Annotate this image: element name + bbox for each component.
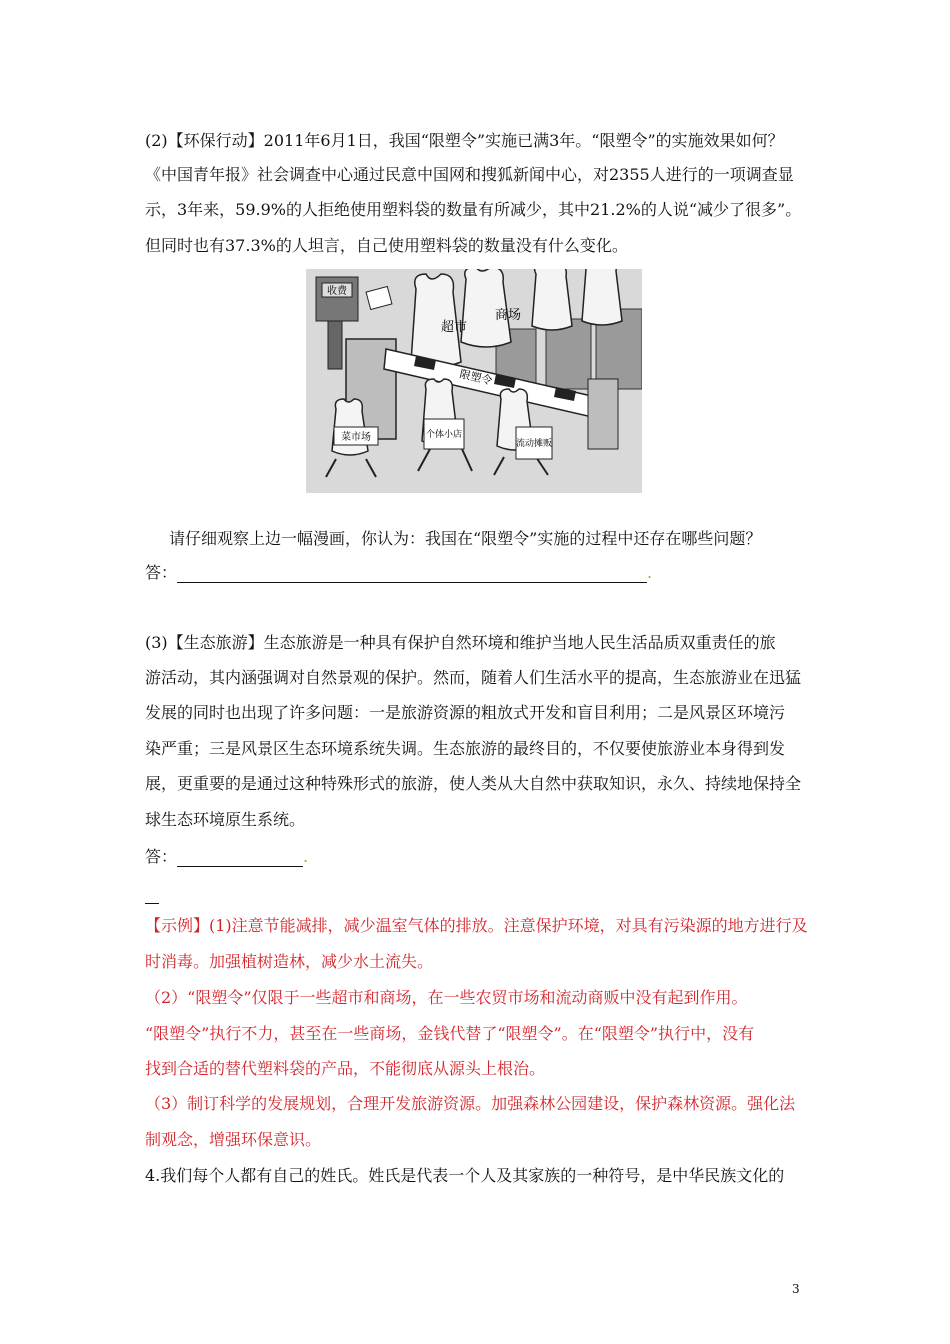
q3-line-3: 发展的同时也出现了许多问题：一是旅游资源的粗放式开发和盲目利用；二是风景区环境污 xyxy=(145,703,786,722)
q3-answer-dot: . xyxy=(303,847,309,866)
q2-line-3: 示，3年来，59.9%的人拒绝使用塑料袋的数量有所减少，其中21.2%的人说“减少了很多”。 xyxy=(145,200,802,219)
example-line-5: 找到合适的替代塑料袋的产品，不能彻底从源头上根治。 xyxy=(145,1059,546,1078)
q2-prompt: 请仔细观察上边一幅漫画，你认为：我国在“限塑令”实施的过程中还存在哪些问题？ xyxy=(169,529,762,548)
example-line-4: “限塑令”执行不力，甚至在一些商场，金钱代替了“限塑令”。在“限塑令”执行中，没有 xyxy=(145,1024,755,1043)
q4-line-1: 4.我们每个人都有自己的姓氏。姓氏是代表一个人及其家族的一种符号，是中华民族文化的 xyxy=(145,1166,785,1185)
q3-answer-blank[interactable] xyxy=(177,850,303,867)
q3-line-2: 游活动，其内涵强调对自然景观的保护。然而，随着人们生活水平的提高，生态旅游业在迅猛 xyxy=(145,668,802,687)
example-line-6: （3）制订科学的发展规划，合理开发旅游资源。加强森林公园建设，保护森林资源。强化法 xyxy=(145,1094,796,1113)
example-line-2: 时消毒。加强植树造林，减少水土流失。 xyxy=(145,952,434,971)
cartoon-label-vendor: 流动摊贩 xyxy=(515,439,553,449)
example-line-3: （2）“限塑令”仅限于一些超市和商场，在一些农贸市场和流动商贩中没有起到作用。 xyxy=(145,988,748,1007)
q2-line-2: 《中国青年报》社会调查中心通过民意中国网和搜狐新闻中心，对2355人进行的一项调查显 xyxy=(145,165,794,184)
q3-line-6: 球生态环境原生系统。 xyxy=(145,810,306,829)
q2-answer-dot: . xyxy=(647,563,653,582)
q2-line-4: 但同时也有37.3%的人坦言，自己使用塑料袋的数量没有什么变化。 xyxy=(145,236,628,255)
q2-answer-line[interactable] xyxy=(145,563,652,583)
cartoon-label-market: 菜市场 xyxy=(341,432,371,443)
cartoon-label-fee: 收费 xyxy=(327,286,347,297)
separator-dash xyxy=(145,903,159,904)
q3-line-1: (3)【生态旅游】生态旅游是一种具有保护自然环境和维护当地人民生活品质双重责任的旅 xyxy=(145,633,776,652)
cartoon-label-supermarket: 超市 xyxy=(440,320,468,335)
page-number: 3 xyxy=(792,1282,800,1296)
q2-answer-blank[interactable] xyxy=(177,566,647,583)
cartoon-label-barrier: 限塑令 xyxy=(458,367,494,388)
example-line-7: 制观念，增强环保意识。 xyxy=(145,1130,322,1149)
q2-line-1: (2)【环保行动】2011年6月1日，我国“限塑令”实施已满3年。“限塑令”的实施效果如何？ xyxy=(145,131,784,150)
cartoon-image xyxy=(306,269,642,493)
q3-line-4: 染严重；三是风景区生态环境系统失调。生态旅游的最终目的，不仅要使旅游业本身得到发 xyxy=(145,739,786,758)
cartoon-label-mall: 商场 xyxy=(494,308,522,323)
q3-answer-line[interactable] xyxy=(145,847,308,867)
q2-answer-label: 答： xyxy=(145,563,178,582)
q3-line-5: 展，更重要的是通过这种特殊形式的旅游，使人类从大自然中获取知识，永久、持续地保持全 xyxy=(145,774,802,793)
q3-answer-label: 答： xyxy=(145,847,178,866)
cartoon-label-shop: 个体小店 xyxy=(425,430,463,440)
example-line-1: 【示例】(1)注意节能减排，减少温室气体的排放。注意保护环境，对具有污染源的地方进行及 xyxy=(145,916,808,935)
